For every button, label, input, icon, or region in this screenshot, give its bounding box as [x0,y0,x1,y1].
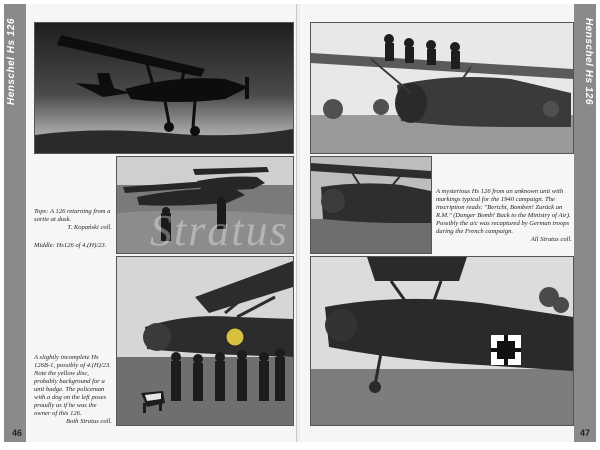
caption-left-top [34,208,112,232]
caption-left-top-credit: T. Kopański coll. [67,224,112,231]
left-running-header: Henschel Hs 126 [6,18,17,105]
caption-left-middle-text: Middle: Hs126 of 4.(H)/23. [34,242,107,249]
photo-plane-with-policeman [116,256,294,426]
photo-crew-on-wing [310,22,574,154]
caption-left-top-text: Tops: A 126 returning from a sortie at dusk. [34,208,111,223]
caption-left-middle [34,242,112,250]
watermark: Stratus [150,206,289,255]
caption-right-middle [436,188,572,244]
photo-plane-in-flight [34,22,294,154]
page-number-right: 47 [579,428,590,438]
right-page [300,4,596,442]
left-side-tab [4,4,26,442]
caption-left-bottom-text: A slightly incomplete Hs 126B-1, possibly of 4.(H)/23. Note the yellow disc, probably background for a unit badge. The policeman with a dog on the left poses proudly as if he was the owner of this 126. [34,354,111,417]
caption-right-middle-text: A mysterious Hs 126 from an unknown unit with markings typical for the 1940 campaign. The inscription reads: "Bericht, Bomben! Zurück an R.M." (Danger Bomb! Back to the Ministry of Air). Possibly the a/c was recaptured by German troops during the French campaign. [436,188,571,235]
page-number-left: 46 [12,428,23,438]
caption-left-bottom-credit: Both Stratus coll. [66,418,112,425]
photo-hs126-with-cross [310,256,574,426]
photo-mysterious-hs126 [310,156,432,254]
right-running-header: Henschel Hs 126 [583,18,594,105]
caption-left-bottom [34,354,112,426]
right-side-tab [574,4,596,442]
caption-right-middle-credit: All Stratus coll. [530,236,572,243]
